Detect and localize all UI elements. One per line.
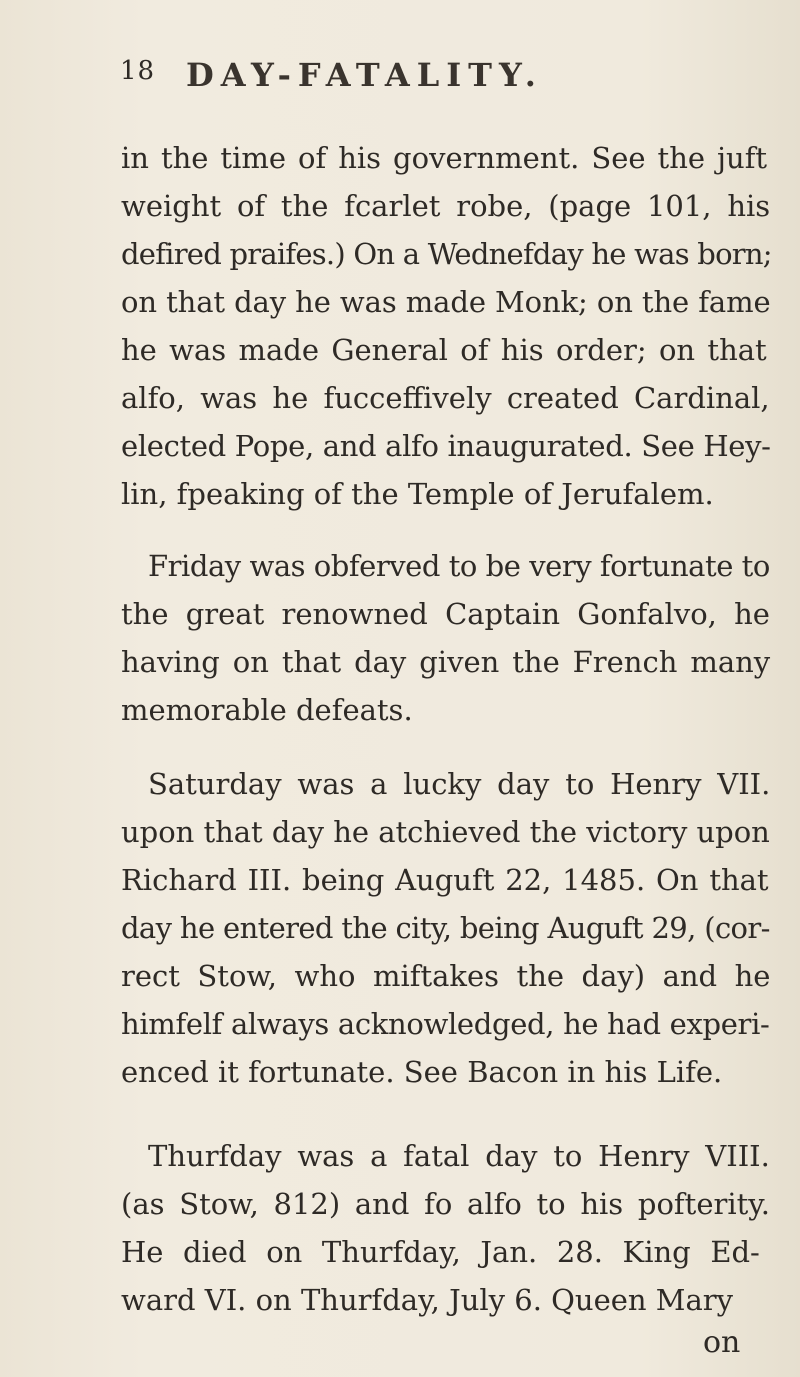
text-line: in the time of his government. See the juft	[121, 141, 768, 175]
catchword: on	[703, 1325, 741, 1360]
text-line: (as Stow, 812) and fo alfo to his pofterity.	[121, 1187, 771, 1221]
text-line: having on that day given the French many	[121, 645, 771, 679]
text-line: elected Pope, and alfo inaugurated. See Hey-	[121, 429, 771, 463]
text-line: the great renowned Captain Gonfalvo, he	[121, 597, 770, 631]
text-line: Friday was obferved to be very fortunate to	[148, 549, 770, 583]
page-number: 18	[120, 56, 156, 86]
text-line: alfo, was he fucceffively created Cardinal,	[121, 381, 770, 415]
text-line: He died on Thurfday, Jan. 28. King Ed-	[121, 1235, 760, 1269]
text-line: day he entered the city, being Auguft 29, (cor-	[121, 911, 770, 945]
text-line: weight of the fcarlet robe, (page 101, his	[121, 189, 771, 223]
text-line: ward VI. on Thurfday, July 6. Queen Mary	[121, 1283, 734, 1317]
text-line: Saturday was a lucky day to Henry VII.	[148, 767, 771, 801]
text-line: he was made General of his order; on that	[121, 333, 767, 367]
running-head: DAY-FATALITY.	[186, 56, 543, 94]
text-line: lin, fpeaking of the Temple of Jerufalem.	[121, 477, 714, 511]
text-line: rect Stow, who miftakes the day) and he	[121, 959, 771, 993]
text-line: Thurfday was a fatal day to Henry VIII.	[148, 1139, 770, 1173]
text-line: Richard III. being Auguft 22, 1485. On that	[121, 863, 769, 897]
text-line: upon that day he atchieved the victory upon	[121, 815, 770, 849]
text-line: defired praifes.) On a Wednefday he was born;	[121, 237, 772, 271]
text-line: on that day he was made Monk; on the fame	[121, 285, 771, 319]
text-line: enced it fortunate. See Bacon in his Life.	[121, 1055, 723, 1089]
text-line: himfelf always acknowledged, he had experi-	[121, 1007, 770, 1041]
text-line: memorable defeats.	[121, 693, 413, 727]
page-header	[120, 56, 680, 96]
